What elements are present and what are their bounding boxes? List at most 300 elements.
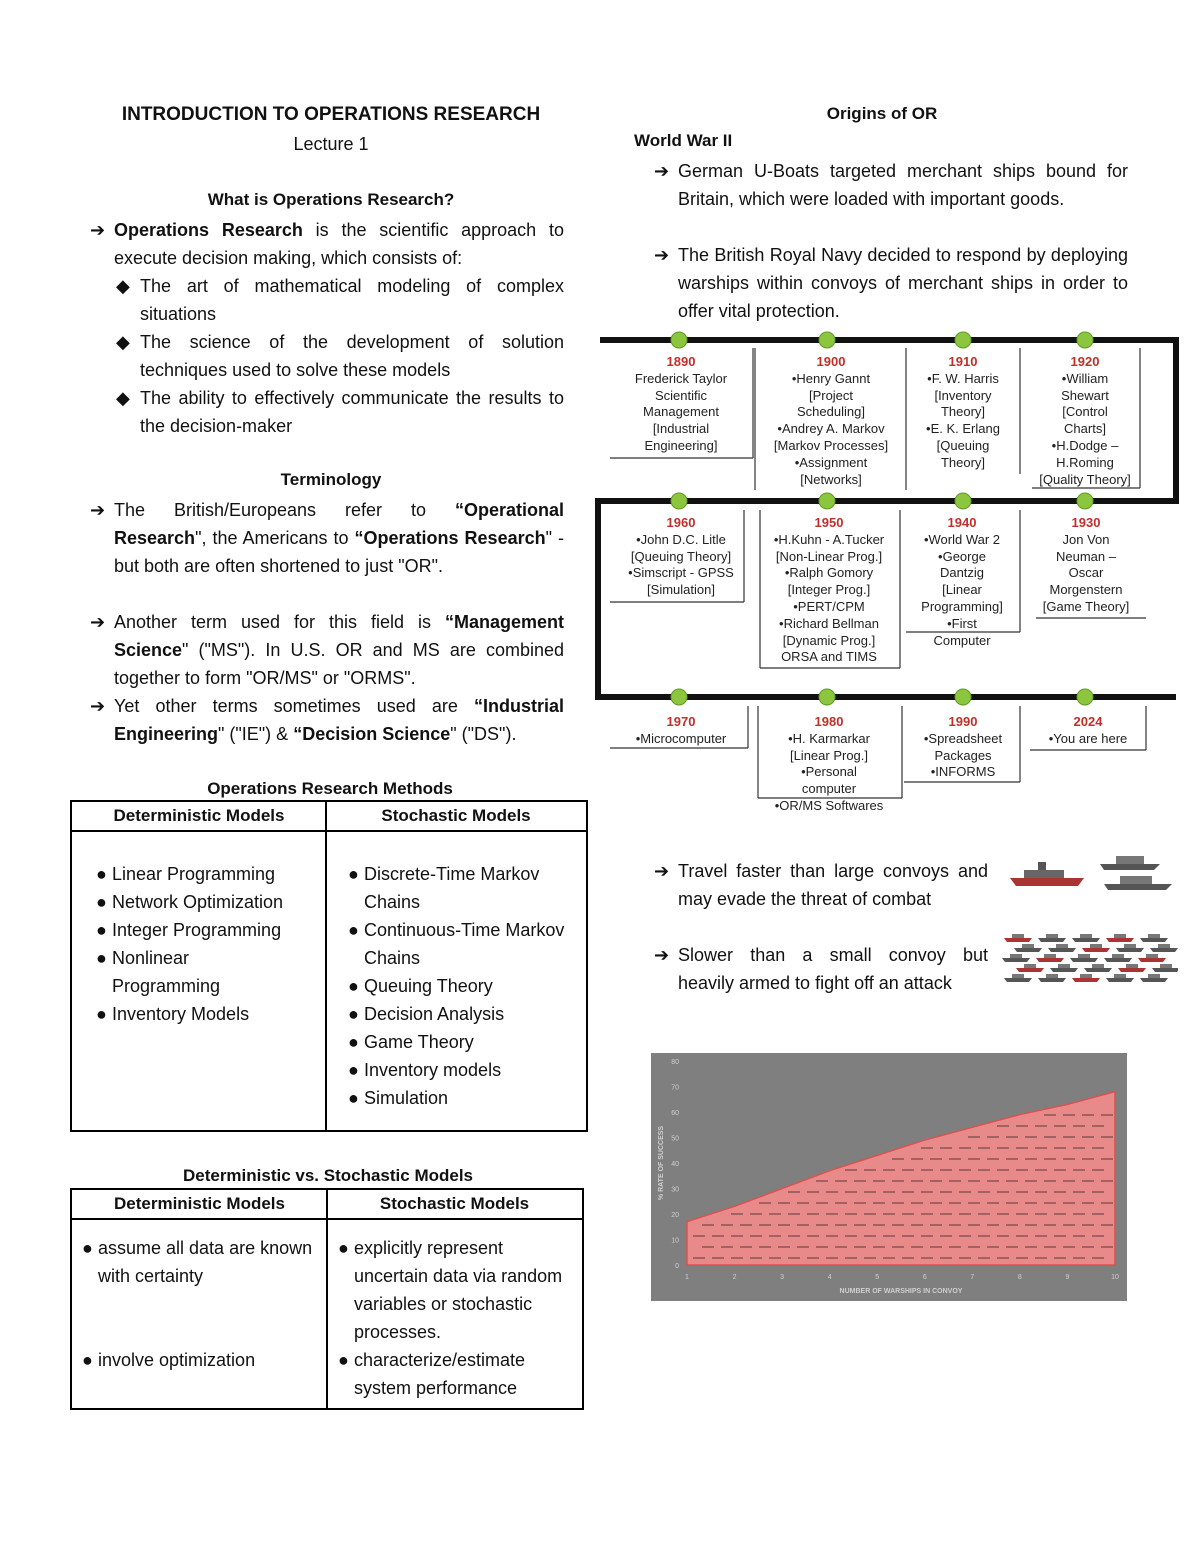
method-item — [348, 1028, 568, 1056]
method-item — [96, 944, 296, 1000]
x-axis-label: NUMBER OF WARSHIPS IN CONVOY — [839, 1288, 963, 1295]
warship-icon — [883, 1213, 895, 1215]
warship-icon — [1118, 964, 1146, 972]
stochastic-description-2 — [338, 1346, 574, 1402]
versus-text: involve optimization — [98, 1350, 256, 1370]
y-axis-label: % RATE OF SUCCESS — [658, 1125, 665, 1201]
versus-text: explicitly represent uncertain data via random variables or stochastic processes. — [354, 1238, 563, 1342]
methods-table-title: Operations Research Methods — [207, 779, 453, 798]
warship-icon — [978, 1213, 990, 1215]
x-tick-label: 3 — [780, 1274, 785, 1281]
method-label: Queuing Theory — [364, 976, 493, 996]
warship-icon — [873, 1202, 885, 1204]
y-tick-label: 40 — [671, 1161, 679, 1168]
warship-icon — [721, 1246, 733, 1248]
timeline-year: 1920 — [1070, 354, 1100, 369]
warship-icon — [902, 1191, 914, 1193]
timeline-event-line: •F. W. Harris — [927, 370, 999, 386]
method-label: Continuous-Time Markov Chains — [364, 920, 565, 968]
warship-icon — [1016, 1169, 1028, 1171]
timeline-event — [606, 714, 756, 748]
method-label: Discrete-Time Markov Chains — [364, 864, 540, 912]
warship-icon — [1054, 1235, 1066, 1237]
warship-icon — [892, 1180, 904, 1182]
y-tick-label: 50 — [671, 1135, 679, 1143]
warship-icon — [1082, 1246, 1094, 1248]
methods-col-stochastic: Stochastic Models — [326, 802, 586, 832]
warship-icon — [911, 1224, 923, 1226]
method-item — [348, 1000, 568, 1028]
bullet-large-convoy — [654, 941, 988, 997]
timeline-event-line: •H. Karmarkar — [788, 730, 870, 746]
warship-icon — [1104, 876, 1172, 890]
warship-icon — [1054, 1257, 1066, 1259]
warship-icon — [1150, 944, 1178, 952]
warship-icon — [807, 1235, 819, 1237]
warship-icon — [797, 1202, 809, 1204]
timeline-dot — [1077, 332, 1093, 348]
warship-icon — [902, 1213, 914, 1215]
bullet-icon: ● — [96, 1004, 107, 1024]
timeline-event-line: •William — [1061, 370, 1109, 386]
warship-icon — [1072, 934, 1100, 942]
warship-icon — [1025, 1180, 1037, 1182]
warship-icon — [949, 1180, 961, 1182]
timeline-year: 1940 — [947, 515, 977, 530]
warship-icon — [759, 1224, 771, 1226]
warship-icon — [987, 1136, 999, 1138]
warship-icon — [978, 1147, 990, 1149]
timeline-event-line: •PERT/CPM — [793, 598, 865, 614]
what-is-or-heading: What is Operations Research? — [207, 190, 455, 209]
warship-icon — [1063, 1224, 1075, 1226]
warship-icon — [1025, 1202, 1037, 1204]
warship-icon — [807, 1191, 819, 1193]
warship-icon — [1006, 1246, 1018, 1248]
bullet-icon: ● — [338, 1238, 349, 1258]
warship-icon — [968, 1158, 980, 1160]
y-tick-label: 60 — [671, 1110, 679, 1117]
bullet-icon: ● — [96, 892, 107, 912]
warship-icon — [1101, 1180, 1113, 1182]
warship-icon — [1138, 954, 1166, 962]
timeline-dot — [671, 332, 687, 348]
arrow-icon: ➔ — [90, 220, 106, 240]
warship-icon — [1101, 1202, 1113, 1204]
warship-icon — [930, 1180, 942, 1182]
warship-icon — [978, 1235, 990, 1237]
warship-icon — [864, 1191, 876, 1193]
warship-icon — [978, 1191, 990, 1193]
origins-text: The British Royal Navy decided to respond by deploying warships within convoys of merchant ships in order to offer vital protection. — [678, 245, 1128, 321]
method-label: Integer Programming — [112, 920, 282, 940]
warship-icon — [1014, 944, 1042, 952]
warship-icon — [845, 1235, 857, 1237]
convoy-text: Travel faster than large convoys and may evade the threat of combat — [678, 861, 988, 909]
arrow-icon: ➔ — [90, 612, 106, 632]
warship-icon — [816, 1246, 828, 1248]
warship-icon — [968, 1180, 980, 1182]
timeline-event-line: •Simscript - GPSS — [628, 565, 734, 581]
timeline-event-line: [Game Theory] — [1042, 598, 1130, 614]
warship-icon — [921, 1169, 933, 1171]
warship-icon — [940, 1213, 952, 1215]
bullet-icon: ● — [82, 1238, 93, 1258]
arrow-icon: ➔ — [654, 245, 670, 265]
warship-icon — [1073, 1235, 1085, 1237]
timeline-event-line: •Personal — [801, 764, 857, 780]
method-label: Linear Programming — [112, 864, 276, 884]
timeline-event — [904, 714, 1022, 781]
warship-icon — [1006, 1136, 1018, 1138]
warship-icon — [940, 1191, 952, 1193]
timeline-event-line: Packages — [934, 747, 992, 763]
warship-icon — [1070, 954, 1098, 962]
warship-icon — [892, 1246, 904, 1248]
term-bold: “Operations Research — [354, 528, 546, 548]
y-tick-label: 70 — [671, 1084, 679, 1092]
warship-icon — [1048, 944, 1076, 952]
term-text: " - but both are often shortened to just "OR". — [114, 528, 564, 576]
bullet-terminology-3 — [90, 692, 564, 748]
timeline-event-line: computer — [801, 781, 857, 797]
warship-icon — [845, 1213, 857, 1215]
timeline-event-line: [Non-Linear Prog.] — [775, 548, 883, 564]
ww2-heading: World War II — [634, 131, 733, 150]
warship-icon — [873, 1180, 885, 1182]
timeline-event-line: Engineering] — [644, 437, 718, 453]
timeline-year: 1980 — [814, 714, 844, 729]
document-title: INTRODUCTION TO OPERATIONS RESEARCH — [121, 104, 541, 125]
timeline-event-line: Programming] — [921, 598, 1003, 614]
origins-text: German U-Boats targeted merchant ships bound for Britain, which were loaded with important goods. — [678, 161, 1128, 209]
warship-icon — [1006, 1158, 1018, 1160]
warship-icon — [1054, 1147, 1066, 1149]
warship-icon — [1063, 1114, 1075, 1116]
warship-icon — [1063, 1202, 1075, 1204]
warship-icon — [845, 1191, 857, 1193]
timeline-event-line: [Simulation] — [647, 582, 715, 598]
timeline-event — [606, 515, 756, 599]
warship-icon — [1063, 1158, 1075, 1160]
warship-icon — [807, 1213, 819, 1215]
y-tick-label: 0 — [675, 1263, 679, 1270]
warship-icon — [1035, 1125, 1047, 1127]
term-bold: “Industrial Engineering — [114, 696, 564, 744]
warship-icon — [968, 1136, 980, 1138]
warship-icon — [987, 1224, 999, 1226]
bullet-icon: ● — [348, 1088, 359, 1108]
bullet-small-convoy — [654, 857, 988, 913]
warship-icon — [845, 1257, 857, 1259]
timeline-event-line: •Microcomputer — [635, 730, 727, 746]
bullet-icon: ● — [348, 1060, 359, 1080]
warship-icon — [1044, 1136, 1056, 1138]
timeline-event-line: •Richard Bellman — [779, 615, 879, 631]
timeline-event — [904, 515, 1020, 649]
warship-icon — [1044, 1246, 1056, 1248]
warship-icon — [731, 1257, 743, 1259]
warship-icon — [826, 1235, 838, 1237]
timeline-event-line: •Ralph Gomory — [784, 565, 874, 581]
warship-icon — [1101, 1114, 1113, 1116]
warship-icon — [883, 1257, 895, 1259]
versus-table — [70, 1188, 584, 1410]
convoy-text: Slower than a small convoy but heavily armed to fight off an attack — [678, 945, 988, 993]
warship-icon — [1116, 944, 1144, 952]
timeline-event — [906, 354, 1020, 472]
timeline-event-line: [Networks] — [800, 471, 862, 487]
warship-icon — [1073, 1191, 1085, 1193]
warship-icon — [883, 1191, 895, 1193]
timeline-event — [1030, 714, 1146, 748]
warship-icon — [940, 1169, 952, 1171]
timeline-dot — [819, 332, 835, 348]
x-tick-label: 8 — [1017, 1274, 1022, 1281]
timeline-event-line: [Industrial — [652, 421, 710, 437]
warship-icon — [1006, 1224, 1018, 1226]
warship-icon — [1073, 1125, 1085, 1127]
timeline-event-line: [Markov Processes] — [773, 437, 889, 453]
warship-icon — [940, 1257, 952, 1259]
x-tick-label: 4 — [827, 1274, 832, 1281]
method-label: Inventory models — [364, 1060, 502, 1080]
term-text: ", the Americans to — [195, 528, 355, 548]
warship-icon — [826, 1257, 838, 1259]
bullet-icon: ● — [96, 948, 107, 968]
timeline-event — [758, 714, 900, 815]
deterministic-description-2 — [82, 1346, 318, 1374]
warship-icon — [1025, 1246, 1037, 1248]
y-tick-label: 20 — [671, 1212, 679, 1219]
x-tick-label: 6 — [922, 1274, 927, 1281]
y-tick-label: 30 — [671, 1186, 679, 1194]
convoy-success-chart — [651, 1053, 1127, 1301]
arrow-icon: ➔ — [90, 500, 106, 520]
timeline-event — [1030, 515, 1142, 616]
warship-icon — [930, 1246, 942, 1248]
column-divider — [325, 802, 327, 1130]
warship-icon — [930, 1202, 942, 1204]
warship-icon — [712, 1235, 724, 1237]
timeline-event-line: •E. K. Erlang — [926, 421, 1000, 437]
warship-icon — [1004, 934, 1032, 942]
timeline-event-line: •H.Dodge – — [1051, 437, 1119, 453]
warship-icon — [769, 1257, 781, 1259]
methods-col-deterministic: Deterministic Models — [72, 802, 326, 832]
column-divider — [326, 1190, 328, 1408]
warship-icon — [807, 1257, 819, 1259]
timeline-event — [758, 515, 900, 666]
warship-icon — [921, 1213, 933, 1215]
warship-icon — [978, 1169, 990, 1171]
timeline-dot — [1077, 689, 1093, 705]
timeline-event-line: •Andrey A. Markov — [777, 421, 885, 437]
warship-icon — [902, 1257, 914, 1259]
bullet-icon: ● — [348, 920, 359, 940]
warship-icon — [1038, 934, 1066, 942]
warship-icon — [987, 1202, 999, 1204]
timeline-event-line: •Henry Gannt — [791, 370, 871, 386]
warship-icon — [1054, 1191, 1066, 1193]
timeline-event-line: Neuman – — [1056, 548, 1116, 564]
warship-icon — [911, 1202, 923, 1204]
warship-icon — [854, 1202, 866, 1204]
method-item — [348, 1084, 568, 1112]
term-text: The British/Europeans refer to — [114, 500, 455, 520]
warship-icon — [693, 1257, 705, 1259]
warship-icon — [892, 1202, 904, 1204]
versus-table-title: Deterministic vs. Stochastic Models — [182, 1166, 474, 1185]
timeline-event-line: Shewart — [1061, 387, 1109, 403]
warship-icon — [1054, 1169, 1066, 1171]
timeline-dot — [819, 689, 835, 705]
timeline-year: 1910 — [948, 354, 978, 369]
term-text: Another term used for this field is — [114, 612, 445, 632]
arrow-icon: ➔ — [654, 161, 670, 181]
warship-icon — [1025, 1158, 1037, 1160]
deterministic-description-1 — [82, 1234, 318, 1290]
sub-bullet-text: The art of mathematical modeling of complex situations — [140, 276, 564, 324]
warship-icon — [826, 1191, 838, 1193]
warship-icon — [930, 1158, 942, 1160]
warship-icon — [873, 1246, 885, 1248]
term-text: " ("DS"). — [450, 724, 517, 744]
timeline-year: 1900 — [816, 354, 846, 369]
timeline-year: 1990 — [948, 714, 978, 729]
timeline-event — [756, 354, 906, 488]
warship-icon — [921, 1191, 933, 1193]
warship-icon — [1035, 1147, 1047, 1149]
stochastic-methods-list — [348, 860, 568, 1112]
warship-icon — [769, 1213, 781, 1215]
warship-icon — [712, 1257, 724, 1259]
warship-icon — [797, 1224, 809, 1226]
warship-icon — [1063, 1136, 1075, 1138]
method-label: Simulation — [364, 1088, 449, 1108]
warship-icon — [835, 1246, 847, 1248]
x-tick-label: 2 — [732, 1274, 737, 1281]
diamond-icon: ◆ — [116, 276, 130, 296]
method-item — [348, 972, 568, 1000]
timeline-event-line: •Assignment — [794, 454, 868, 470]
warship-icon — [1016, 964, 1044, 972]
warship-icon — [1006, 1180, 1018, 1182]
timeline-event-line: Charts] — [1064, 421, 1106, 437]
timeline-event-line: •George — [938, 548, 986, 564]
warship-icon — [921, 1235, 933, 1237]
timeline-event-line: Jon Von — [1062, 531, 1110, 547]
warship-icon — [921, 1257, 933, 1259]
versus-col-stochastic: Stochastic Models — [327, 1190, 582, 1220]
warship-icon — [959, 1147, 971, 1149]
warship-icon — [1092, 1257, 1104, 1259]
timeline-event-line: Scheduling] — [797, 404, 865, 420]
sub-bullet-text: The ability to effectively communicate the results to the decision-maker — [140, 388, 564, 436]
warship-icon — [750, 1213, 762, 1215]
warship-icon — [1140, 974, 1168, 982]
warship-icon — [883, 1169, 895, 1171]
bullet-icon: ● — [348, 1004, 359, 1024]
bullet-uboats — [654, 157, 1128, 213]
warship-icon — [1101, 1158, 1113, 1160]
stochastic-description-1 — [338, 1234, 574, 1346]
warship-icon — [1073, 1169, 1085, 1171]
timeline-event-line: •You are here — [1048, 730, 1128, 746]
warship-icon — [1002, 954, 1030, 962]
method-item — [348, 916, 568, 972]
timeline-dot — [671, 689, 687, 705]
warship-icon — [1101, 1136, 1113, 1138]
warship-icon — [788, 1257, 800, 1259]
bullet-icon: ● — [82, 1350, 93, 1370]
warship-icon — [778, 1224, 790, 1226]
y-tick-label: 80 — [671, 1059, 679, 1066]
diamond-icon: ◆ — [116, 388, 130, 408]
warship-icon — [892, 1224, 904, 1226]
warship-icon — [987, 1180, 999, 1182]
term-bold: “Management Science — [114, 612, 564, 660]
warship-icon — [1044, 1158, 1056, 1160]
timeline-event-line: •John D.C. Litle — [636, 531, 726, 547]
term-text: " ("MS"). In U.S. OR and MS are combined together to form "OR/MS" or "ORMS". — [114, 640, 564, 688]
warship-icon — [997, 1257, 1009, 1259]
warship-icon — [968, 1246, 980, 1248]
x-tick-label: 9 — [1065, 1274, 1070, 1281]
y-tick-label: 10 — [671, 1237, 679, 1245]
versus-col-deterministic: Deterministic Models — [72, 1190, 327, 1220]
warship-icon — [1044, 1224, 1056, 1226]
warship-icon — [1016, 1213, 1028, 1215]
warship-icon — [1092, 1147, 1104, 1149]
warship-icon — [702, 1246, 714, 1248]
timeline-event-line: [Integer Prog.] — [787, 582, 871, 598]
warship-icon — [835, 1180, 847, 1182]
warship-icon — [959, 1235, 971, 1237]
method-item — [96, 1000, 296, 1028]
timeline-event-line: Theory] — [940, 454, 986, 470]
warship-icon — [997, 1213, 1009, 1215]
warship-icon — [1152, 964, 1178, 972]
timeline-event-line: [Dynamic Prog.] — [782, 632, 876, 648]
or-definition-text: is the scientific approach to execute decision making, which consists of: — [114, 220, 564, 268]
timeline-event-line: •Spreadsheet — [923, 730, 1003, 746]
warship-icon — [854, 1224, 866, 1226]
warship-icon — [778, 1202, 790, 1204]
timeline-event-line: Oscar — [1068, 565, 1104, 581]
bullet-or-definition — [90, 216, 564, 272]
timeline-year: 1890 — [666, 354, 696, 369]
method-item — [348, 860, 568, 916]
warship-icon — [835, 1202, 847, 1204]
warship-icon — [1092, 1169, 1104, 1171]
x-tick-label: 1 — [685, 1274, 689, 1281]
warship-icon — [731, 1235, 743, 1237]
warship-icon — [1092, 1125, 1104, 1127]
warship-icon — [873, 1224, 885, 1226]
warship-icon — [997, 1235, 1009, 1237]
warship-icon — [1006, 1202, 1018, 1204]
bullet-icon: ● — [348, 1032, 359, 1052]
term-text: " ("IE") & — [218, 724, 294, 744]
warship-icon — [940, 1235, 952, 1237]
warship-icon — [1073, 1147, 1085, 1149]
warship-icon — [864, 1235, 876, 1237]
warship-icon — [1106, 934, 1134, 942]
timeline-event — [608, 354, 754, 455]
warship-icon — [731, 1213, 743, 1215]
timeline-dot — [1077, 493, 1093, 509]
